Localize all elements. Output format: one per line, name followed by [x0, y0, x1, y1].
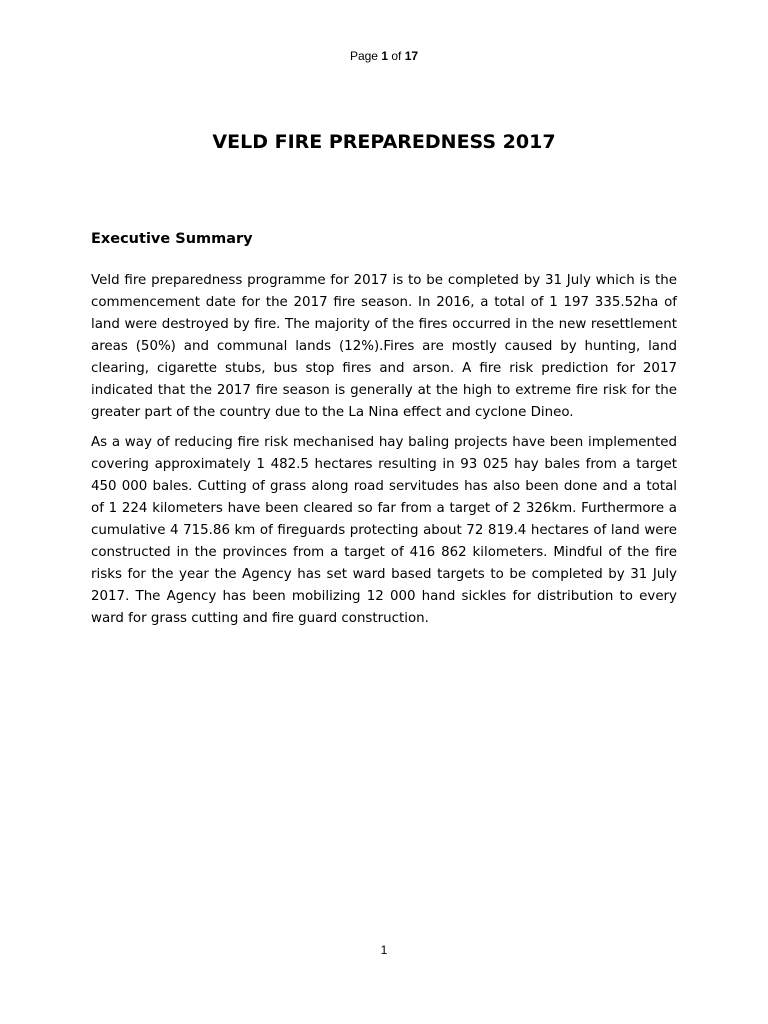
paragraph-2: As a way of reducing fire risk mechanised hay baling projects have been implemented covering approximately 1 482.5 hectares resulting in 93 025 hay bales from a target 450 000 bales. Cutting of grass along road servitudes has also been done and a total of 1 224 kilometers have been cleared so far from a target of 2 326km. Furthermore a cumulative 4 715.86 km of fireguards protecting about 72 819.4 hectares of land were constructed in the provinces from a target of 416 862 kilometers. Mindful of the fire risks for the year the Agency has set ward based targets to be completed by 31 July 2017. The Agency has been mobilizing 12 000 hand sickles for distribution to every ward for grass cutting and fire guard construction. [91, 435, 677, 626]
paragraph-1: Veld fire preparedness programme for 2017 is to be completed by 31 July which is the commencement date for the 2017 fire season. In 2016, a total of 1 197 335.52ha of land were destroyed by fire. The majority of the fires occurred in the new resettlement areas (50%) and communal lands (12%).Fires are mostly caused by hunting, land clearing, cigarette stubs, bus stop fires and arson. A fire risk prediction for 2017 indicated that the 2017 fire season is generally at the high to extreme fire risk for the greater part of the country due to the La Nina effect and cyclone Dineo. [91, 273, 677, 420]
page-prefix: Page [349, 49, 378, 63]
page-current: 1 [381, 49, 388, 63]
section-heading: Executive Summary [91, 231, 253, 247]
page-separator: of [391, 49, 402, 63]
page-total: 17 [404, 49, 419, 63]
document-title: VELD FIRE PREPAREDNESS 2017 [212, 131, 556, 153]
footer-page-number: 1 [380, 943, 388, 957]
page-indicator [0, 48, 768, 64]
